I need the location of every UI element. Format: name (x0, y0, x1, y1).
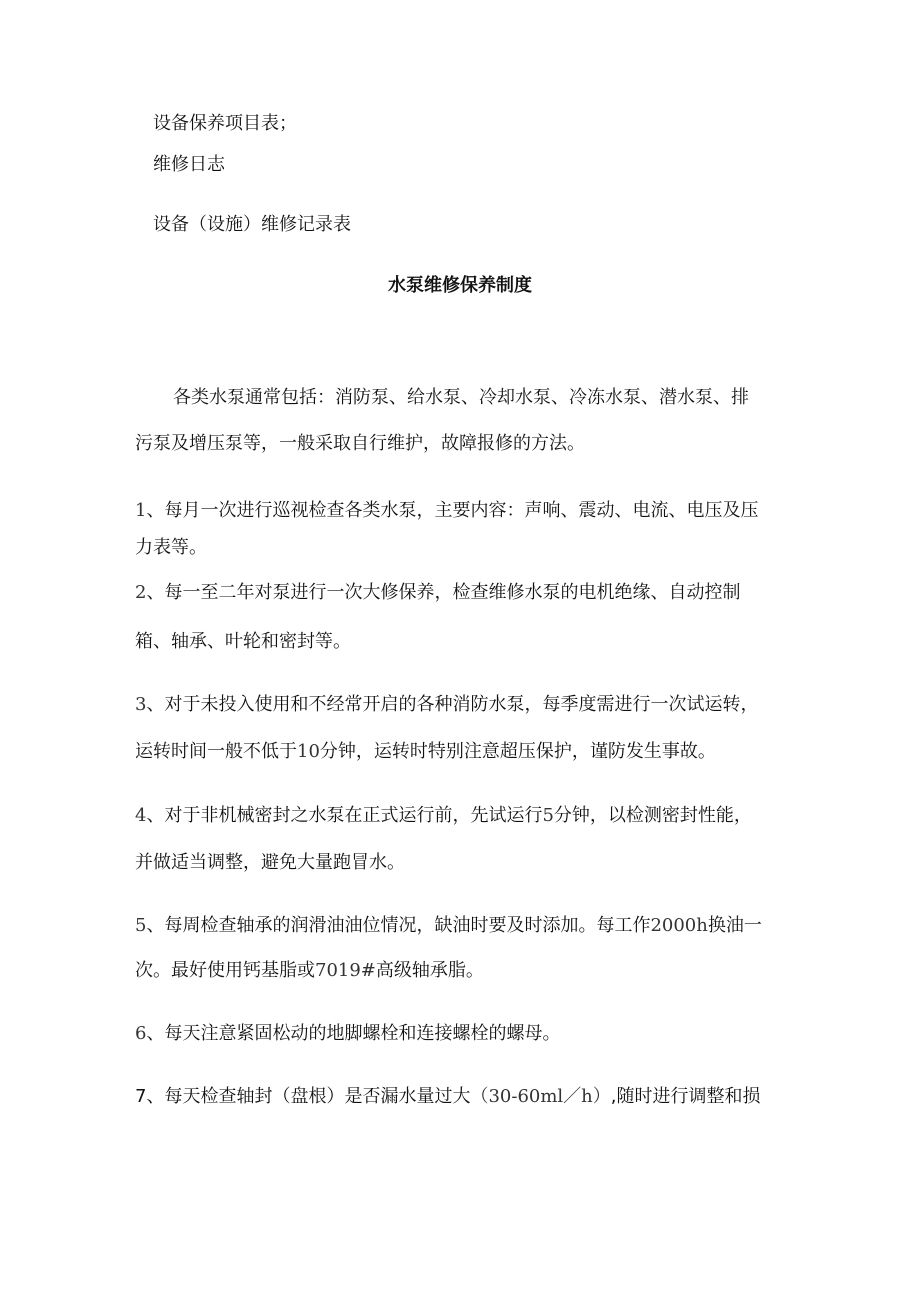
intro-line-1: 各类水泵通常包括：消防泵、给水泵、冷却水泵、冷冻水泵、潜水泵、排 (173, 387, 749, 408)
intro-line-2: 污泵及增压泵等，一般采取自行维护，故障报修的方法。 (135, 433, 585, 454)
item-1-number: 1 (135, 500, 147, 521)
item-1-text: 、每月一次进行巡视检查各类水泵，主要内容：声响、震动、电流、电压及压 (146, 500, 759, 521)
list-item-maintenance-items: 设备保养项目表； (153, 113, 297, 134)
item-3-number: 3 (135, 694, 147, 715)
item-7-line-1 (135, 1085, 761, 1109)
item-5-text-b: 换油一 (707, 915, 762, 936)
item-4-line-2: 并做适当调整，避免大量跑冒水。 (135, 852, 405, 873)
list-item-repair-log: 维修日志 (153, 154, 225, 175)
item-3-line-1 (135, 693, 758, 717)
item-5-line-2 (135, 959, 484, 983)
item-7-number: 7 (135, 1086, 147, 1107)
item-4-text-a: 、对于非机械密封之水泵在正式运行前，先试运行 (146, 805, 543, 826)
item-2-text: 、每一至二年对泵进行一次大修保养，检查维修水泵的电机绝缘、自动控制 (146, 582, 741, 603)
item-4-number: 4 (135, 805, 147, 826)
item-2-number: 2 (135, 582, 147, 603)
item-7-text-a: 、每天检查轴封（盘根）是否漏水量过大 (146, 1086, 471, 1107)
item-4-text-b: 分钟，以检测密封性能， (553, 805, 752, 826)
item-5-text-d: 高级轴承脂。 (375, 960, 484, 981)
item-5-grease-code: 7019# (315, 960, 376, 981)
item-6-number: 6 (135, 1023, 147, 1044)
item-2-line-1 (135, 581, 740, 605)
item-5-hours: 2000h (650, 915, 708, 936)
item-3-text-b: 分钟，运转时特别注意超压保护，谨防发生事故。 (319, 741, 716, 762)
item-3-text: 、对于未投入使用和不经常开启的各种消防水泵，每季度需进行一次试运转， (146, 694, 759, 715)
item-7-text-b: ,随时进行调整和损 (610, 1086, 761, 1107)
item-4-minutes: 5 (542, 805, 554, 826)
item-1-line-1 (135, 499, 758, 523)
item-3-line-2 (135, 740, 716, 764)
item-3-text-a: 运转时间一般不低于 (135, 741, 297, 762)
item-4-line-1 (135, 804, 752, 828)
item-5-line-1 (135, 914, 762, 938)
item-6-text: 、每天注意紧固松动的地脚螺栓和连接螺栓的螺母。 (146, 1023, 561, 1044)
list-item-repair-record: 设备（设施）维修记录表 (153, 214, 351, 235)
item-5-text-c: 次。最好使用钙基脂或 (135, 960, 315, 981)
item-5-number: 5 (135, 915, 147, 936)
item-6-line-1 (135, 1022, 560, 1046)
page-title: 水泵维修保养制度 (388, 275, 532, 296)
item-1-line-2: 力表等。 (135, 537, 207, 558)
item-2-line-2: 箱、轴承、叶轮和密封等。 (135, 631, 351, 652)
item-5-text-a: 、每周检查轴承的润滑油油位情况，缺油时要及时添加。每工作 (146, 915, 651, 936)
item-3-minutes: 10 (297, 741, 320, 762)
item-7-leak-rate: （30-60ml／h） (470, 1086, 611, 1107)
